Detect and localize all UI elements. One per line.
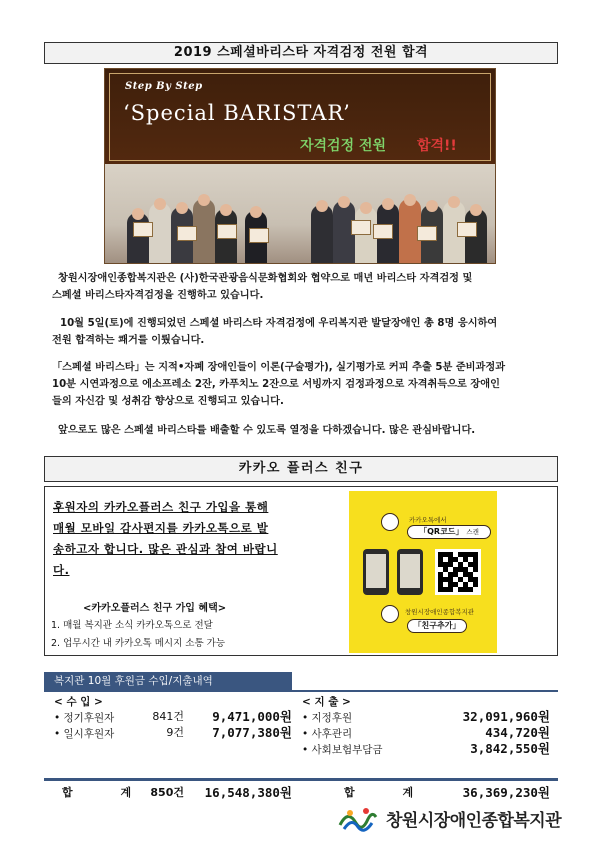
expense-name: • 사회보험부담금 <box>302 744 383 756</box>
total-divider <box>44 778 558 781</box>
phone-icon <box>363 549 389 595</box>
kakao-text-line: 다. <box>53 563 70 577</box>
certificate <box>373 224 393 239</box>
paragraph-line: 들의 자신감 및 성취감 향상으로 진행되고 있습니다. <box>52 396 284 407</box>
total-label-income: 합 계 <box>62 786 154 799</box>
person-head <box>338 196 350 208</box>
expense-amount: 32,091,960원 <box>462 709 550 724</box>
kakao-text-line: 송하고자 합니다. 많은 관심과 참여 바랍니 <box>53 542 278 556</box>
certificate <box>133 222 153 237</box>
person-head <box>154 198 166 210</box>
kakao-text-line: 매월 모바일 감사편지를 카카오톡으로 발 <box>53 521 269 535</box>
kakao-add-pill: 「친구추가」 <box>407 619 467 633</box>
phone-screen <box>366 554 386 588</box>
expense-amount: 434,720원 <box>485 725 550 740</box>
finance-divider <box>44 690 558 692</box>
paragraph-line: 앞으로도 많은 스페셜 바리스타를 배출할 수 있도록 열정을 다하겠습니다. 많은 관심바랍니다. <box>58 425 476 436</box>
income-amount: 9,471,000원 <box>212 709 292 724</box>
qr-code-icon <box>435 549 481 595</box>
person-figure <box>311 205 333 264</box>
phone-screen <box>400 554 420 588</box>
add-friend-icon <box>381 605 399 623</box>
phone-icon <box>397 549 423 595</box>
person-figure <box>127 213 149 264</box>
person-head <box>470 204 482 216</box>
total-count: 850건 <box>150 786 184 799</box>
income-name: • 정기후원자 <box>54 712 115 724</box>
person-head <box>382 198 394 210</box>
total-income: 16,548,380원 <box>204 785 292 800</box>
person-head <box>404 194 416 206</box>
paragraph-line: 「스페셜 바리스타」는 지적•자폐 장애인들이 이론(구술평가), 실기평가로 커피 추출 5분 준비과정과 <box>52 362 506 373</box>
poster-pass-text: 합격!! <box>417 138 457 154</box>
income-count: 9건 <box>166 726 184 739</box>
person-head <box>176 202 188 214</box>
income-count: 841건 <box>152 710 184 723</box>
paragraph-1 <box>52 270 568 304</box>
total-expense: 36,369,230원 <box>462 785 550 800</box>
total-label-expense: 합 계 <box>344 786 436 799</box>
person-head <box>198 194 210 206</box>
qr-pill-suffix: 스캔 <box>466 528 479 536</box>
paragraph-line: 10월 5일(토)에 진행되었던 스페셜 바리스타 자격검정에 우리복지관 발달장애인 총 8명 응시하여 <box>60 318 498 329</box>
income-name: • 일시후원자 <box>54 728 115 740</box>
paragraph-line: 창원시장애인종합복지관은 (사)한국관광음식문화협회와 협약으로 매년 바리스타 자격검정 및 <box>58 273 473 284</box>
income-amount: 7,077,380원 <box>212 725 292 740</box>
benefit-item: 1. 매월 복지관 소식 카카오톡으로 전달 <box>51 620 213 631</box>
expense-name: • 지정후원 <box>302 712 353 724</box>
kakao-description <box>53 497 291 581</box>
org-logo-icon <box>338 805 378 835</box>
paragraph-line: 전원 합격하는 쾌거를 이뤘습니다. <box>52 335 205 346</box>
poster-banner <box>105 69 495 164</box>
page-title: 2019 스페셜바리스타 자격검정 전원 합격 <box>44 42 558 64</box>
income-label: < 수 입 > <box>54 696 103 708</box>
person-head <box>448 196 460 208</box>
person-head <box>250 206 262 218</box>
certificate <box>217 224 237 239</box>
certificate <box>457 222 477 237</box>
kakao-img-label: 창원시장애인종합복지관 <box>405 608 475 616</box>
kakao-qr-pill <box>407 525 491 539</box>
person-head <box>426 200 438 212</box>
paragraph-4 <box>58 422 568 439</box>
poster-step-text: Step By Step <box>125 81 203 92</box>
kakao-section-title: 카카오 플러스 친구 <box>44 456 558 482</box>
kakao-qr-image <box>349 491 497 653</box>
benefit-item: 2. 업무시간 내 카카오톡 메시지 소통 가능 <box>51 638 226 649</box>
paragraph-line: 스페셜 바리스타자격검정을 진행하고 있습니다. <box>52 290 264 301</box>
certificate <box>177 226 197 241</box>
poster-special-text: ‘Special BARISTAR’ <box>123 101 351 125</box>
person-head <box>220 204 232 216</box>
add-friend-icon <box>381 513 399 531</box>
expense-name: • 사후관리 <box>302 728 353 740</box>
finance-header: 복지관 10월 후원금 수입/지출내역 <box>44 672 292 690</box>
kakao-img-label: 카카오톡에서 <box>409 516 447 524</box>
paragraph-3 <box>52 359 562 410</box>
poster-cert-text: 자격검정 전원 <box>300 138 387 154</box>
kakao-text-line: 후원자의 카카오플러스 친구 가입을 통해 <box>53 500 269 514</box>
benefit-title: <카카오플러스 친구 가입 혜택> <box>83 603 227 614</box>
person-head <box>360 202 372 214</box>
paragraph-line: 10분 시연과정으로 에소프레소 2잔, 카푸치노 2잔으로 서빙까지 검정과정으로 자격취득으로 장애인 <box>52 379 500 390</box>
expense-label: < 지 출 > <box>302 696 351 708</box>
person-head <box>316 200 328 212</box>
barista-poster-image <box>104 68 496 264</box>
group-photo <box>105 164 495 264</box>
certificate <box>249 228 269 243</box>
org-name: 창원시장애인종합복지관 <box>386 811 562 831</box>
person-head <box>132 208 144 220</box>
certificate <box>417 226 437 241</box>
expense-amount: 3,842,550원 <box>470 741 550 756</box>
qr-pill-text: 「QR코드」 <box>419 527 464 536</box>
kakao-section <box>44 486 558 656</box>
paragraph-2 <box>52 315 570 349</box>
certificate <box>351 220 371 235</box>
